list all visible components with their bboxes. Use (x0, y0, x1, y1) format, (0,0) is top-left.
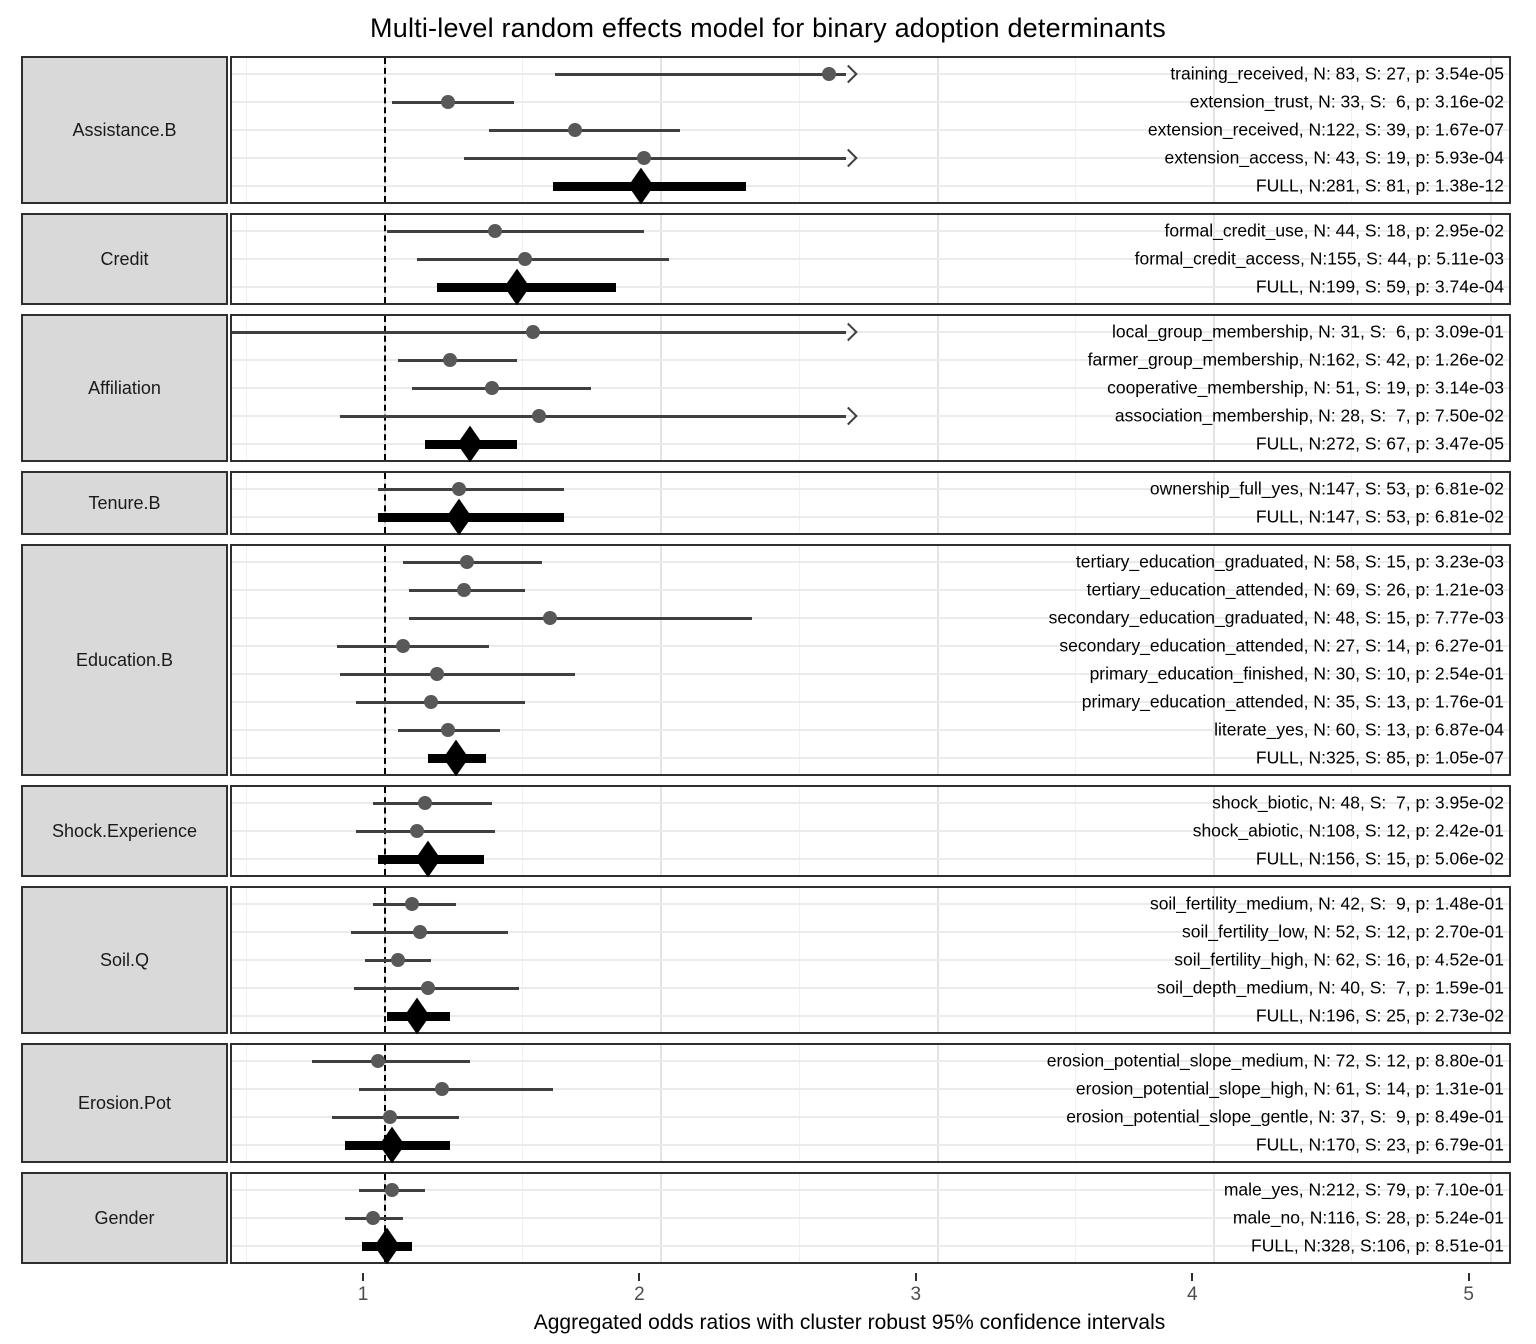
row-label: formal_credit_access, N:155, S: 44, p: 5.11e-03 (1134, 248, 1504, 269)
ci-line (464, 157, 845, 160)
facet (21, 1172, 1511, 1264)
estimate-point (822, 67, 836, 81)
ci-line (337, 645, 489, 648)
estimate-point (441, 723, 455, 737)
ci-line (555, 73, 845, 76)
row-label: soil_fertility_medium, N: 42, S: 9, p: 1.48e-01 (1149, 893, 1504, 914)
ci-line (378, 488, 563, 491)
row-label: association_membership, N: 28, S: 7, p: 7.50e-02 (1114, 405, 1504, 426)
row-label: erosion_potential_slope_high, N: 61, S: 14, p: 1.31e-01 (1075, 1078, 1504, 1099)
estimate-point (383, 1110, 397, 1124)
facet (21, 314, 1511, 462)
estimate-point (568, 123, 582, 137)
forest-row (232, 374, 1509, 402)
axis-tick-label: 4 (1186, 1284, 1198, 1305)
ci-line (356, 830, 494, 833)
estimate-point (532, 409, 546, 423)
ci-line (412, 387, 592, 390)
forest-row (232, 845, 1509, 873)
reference-line-or-1 (384, 546, 386, 774)
row-label: primary_education_attended, N: 35, S: 13, p: 1.76e-01 (1081, 691, 1504, 712)
forest-row (232, 604, 1509, 632)
estimate-point (371, 1054, 385, 1068)
major-gridline (937, 473, 939, 533)
pooled-estimate-diamond (457, 426, 483, 463)
row-label: training_received, N: 83, S: 27, p: 3.54e-05 (1170, 63, 1504, 84)
facet-panel (230, 1172, 1511, 1264)
ci-line (340, 673, 575, 676)
facet-strip (21, 1172, 228, 1264)
facet (21, 785, 1511, 877)
forest-row (232, 744, 1509, 772)
ci-line (312, 1060, 470, 1063)
minor-gridline (799, 473, 800, 533)
estimate-point (424, 695, 438, 709)
row-label: FULL, N:147, S: 53, p: 6.81e-02 (1255, 506, 1504, 527)
row-label: formal_credit_use, N: 44, S: 18, p: 2.95e-02 (1164, 220, 1504, 241)
row-label: farmer_group_membership, N:162, S: 42, p: 1.26e-02 (1087, 349, 1504, 370)
forest-row (232, 817, 1509, 845)
forest-row (232, 503, 1509, 531)
forest-row (232, 1204, 1509, 1232)
plot-title: Multi-level random effects model for binary adoption determinants (370, 13, 1166, 43)
forest-row (232, 576, 1509, 604)
forest-row (232, 1075, 1509, 1103)
row-label: erosion_potential_slope_medium, N: 72, S: 12, p: 8.80e-01 (1046, 1050, 1504, 1071)
row-label: FULL, N:170, S: 23, p: 6.79e-01 (1255, 1134, 1504, 1155)
estimate-point (443, 353, 457, 367)
row-label: FULL, N:325, S: 85, p: 1.05e-07 (1255, 747, 1504, 768)
row-label: soil_fertility_high, N: 62, S: 16, p: 4.52e-01 (1174, 949, 1504, 970)
ci-line (417, 258, 669, 261)
ci-line (354, 987, 520, 990)
forest-row (232, 974, 1509, 1002)
facet (21, 1043, 1511, 1163)
estimate-point (543, 611, 557, 625)
facet-panel (230, 886, 1511, 1034)
forest-row (232, 660, 1509, 688)
row-label: FULL, N:156, S: 15, p: 5.06e-02 (1255, 848, 1504, 869)
forest-row (232, 245, 1509, 273)
facet-strip-label: Assistance.B (72, 119, 177, 140)
row-label: ownership_full_yes, N:147, S: 53, p: 6.81e-02 (1149, 478, 1504, 499)
row-label: erosion_potential_slope_gentle, N: 37, S: 9, p: 8.49e-01 (1066, 1106, 1504, 1127)
ci-line (340, 415, 846, 418)
pooled-estimate-diamond (446, 499, 472, 536)
facet (21, 213, 1511, 305)
facet-panel (230, 56, 1511, 204)
ci-clipped-arrow-icon (839, 407, 857, 425)
estimate-point (430, 667, 444, 681)
row-label: shock_biotic, N: 48, S: 7, p: 3.95e-02 (1212, 792, 1504, 813)
ci-clipped-arrow-icon (839, 149, 857, 167)
estimate-point (405, 897, 419, 911)
facet-panel (230, 544, 1511, 776)
forest-row (232, 402, 1509, 430)
estimate-point (485, 381, 499, 395)
axis-tick (638, 1273, 640, 1281)
axis-tick-label: 1 (357, 1284, 369, 1305)
facet-strip-label: Soil.Q (99, 949, 150, 970)
row-label: shock_abiotic, N:108, S: 12, p: 2.42e-01 (1192, 820, 1504, 841)
forest-row (232, 430, 1509, 458)
forest-row (232, 1176, 1509, 1204)
estimate-point (413, 925, 427, 939)
row-label: extension_received, N:122, S: 39, p: 1.67e-07 (1147, 119, 1504, 140)
forest-row (232, 688, 1509, 716)
facet (21, 886, 1511, 1034)
forest-row (232, 318, 1509, 346)
forest-row (232, 60, 1509, 88)
facet-strip-label: Gender (94, 1207, 155, 1228)
row-label: FULL, N:328, S:106, p: 8.51e-01 (1251, 1235, 1504, 1256)
ci-line (387, 230, 644, 233)
row-label: tertiary_education_attended, N: 69, S: 26, p: 1.21e-03 (1086, 579, 1504, 600)
row-label: male_no, N:116, S: 28, p: 5.24e-01 (1232, 1207, 1504, 1228)
forest-row (232, 918, 1509, 946)
row-label: literate_yes, N: 60, S: 13, p: 6.87e-04 (1214, 719, 1504, 740)
facet-strip (21, 314, 228, 462)
x-axis-title: Aggregated odds ratios with cluster robust 95% confidence intervals (533, 1311, 1166, 1334)
row-label: soil_depth_medium, N: 40, S: 7, p: 1.59e-01 (1156, 977, 1504, 998)
pooled-estimate-diamond (415, 841, 441, 878)
facets (21, 56, 1511, 1264)
forest-row (232, 475, 1509, 503)
minor-gridline (799, 546, 800, 774)
facet-strip-label: Shock.Experience (51, 820, 198, 841)
ci-line (356, 701, 525, 704)
estimate-point (452, 482, 466, 496)
row-label: extension_access, N: 43, S: 19, p: 5.93e-04 (1164, 147, 1504, 168)
forest-row (232, 789, 1509, 817)
major-gridline (660, 546, 662, 774)
reference-line-or-1 (384, 58, 386, 202)
forest-row (232, 273, 1509, 301)
forest-row (232, 1002, 1509, 1030)
reference-line-or-1 (384, 473, 386, 533)
forest-row (232, 716, 1509, 744)
row-label: FULL, N:272, S: 67, p: 3.47e-05 (1255, 433, 1504, 454)
forest-row (232, 890, 1509, 918)
row-label: extension_trust, N: 33, S: 6, p: 3.16e-02 (1189, 91, 1504, 112)
estimate-point (457, 583, 471, 597)
forest-row (232, 1131, 1509, 1159)
estimate-point (637, 151, 651, 165)
axis-tick (1468, 1273, 1470, 1281)
minor-gridline (246, 473, 247, 533)
estimate-point (391, 953, 405, 967)
forest-row (232, 632, 1509, 660)
ci-line (409, 617, 752, 620)
minor-gridline (522, 546, 523, 774)
facet-strip-label: Tenure.B (88, 492, 161, 513)
facet-strip (21, 1043, 228, 1163)
axis-tick-label: 5 (1463, 1284, 1474, 1305)
forest-row (232, 548, 1509, 576)
estimate-point (441, 95, 455, 109)
facet-strip (21, 544, 228, 776)
row-label: secondary_education_attended, N: 27, S: 14, p: 6.27e-01 (1059, 635, 1504, 656)
row-label: local_group_membership, N: 31, S: 6, p: 3.09e-01 (1111, 321, 1504, 342)
estimate-point (421, 981, 435, 995)
estimate-point (526, 325, 540, 339)
facet (21, 471, 1511, 535)
forest-row (232, 88, 1509, 116)
forest-row (232, 116, 1509, 144)
estimate-point (385, 1183, 399, 1197)
ci-line (489, 129, 680, 132)
estimate-point (396, 639, 410, 653)
facet-strip (21, 785, 228, 877)
pooled-estimate-diamond (374, 1228, 400, 1265)
forest-row (232, 946, 1509, 974)
forest-row (232, 1103, 1509, 1131)
facet-strip-label: Credit (100, 248, 149, 269)
estimate-point (410, 824, 424, 838)
reference-line-or-1 (384, 215, 386, 303)
minor-gridline (246, 546, 247, 774)
facet-panel (230, 314, 1511, 462)
reference-line-or-1 (384, 316, 386, 460)
facet-panel (230, 213, 1511, 305)
axis-tick-label: 3 (910, 1284, 922, 1305)
minor-gridline (1075, 546, 1076, 774)
axis-tick-label: 2 (634, 1284, 645, 1305)
estimate-point (435, 1082, 449, 1096)
facet-strip (21, 886, 228, 1034)
ci-clipped-arrow-icon (839, 65, 857, 83)
major-gridline (660, 473, 662, 533)
axis-tick (915, 1273, 917, 1281)
row-label: FULL, N:196, S: 25, p: 2.73e-02 (1255, 1005, 1504, 1026)
row-label: cooperative_membership, N: 51, S: 19, p: 3.14e-03 (1107, 377, 1504, 398)
minor-gridline (1075, 473, 1076, 533)
estimate-point (488, 224, 502, 238)
forest-row (232, 217, 1509, 245)
forest-row (232, 346, 1509, 374)
forest-row (232, 144, 1509, 172)
pooled-estimate-diamond (443, 740, 469, 777)
pooled-estimate-diamond (628, 168, 654, 205)
forest-row (232, 1232, 1509, 1260)
facet-panel (230, 471, 1511, 535)
facet-panel (230, 785, 1511, 877)
ci-clipped-arrow-icon (839, 323, 857, 341)
pooled-estimate-diamond (404, 998, 430, 1035)
ci-line (359, 1088, 552, 1091)
forest-row (232, 172, 1509, 200)
facet-strip-label: Affiliation (88, 377, 161, 398)
ci-line (351, 931, 509, 934)
facet-strip (21, 213, 228, 305)
estimate-point (366, 1211, 380, 1225)
estimate-point (518, 252, 532, 266)
facet-panel (230, 1043, 1511, 1163)
row-label: secondary_education_graduated, N: 48, S: 15, p: 7.77e-03 (1048, 607, 1504, 628)
row-label: primary_education_finished, N: 30, S: 10, p: 2.54e-01 (1089, 663, 1504, 684)
facet (21, 544, 1511, 776)
pooled-estimate-diamond (504, 269, 530, 306)
facet (21, 56, 1511, 204)
minor-gridline (522, 473, 523, 533)
row-label: male_yes, N:212, S: 79, p: 7.10e-01 (1223, 1179, 1504, 1200)
major-gridline (937, 546, 939, 774)
facet-strip-label: Education.B (75, 649, 174, 670)
axis-tick (362, 1273, 364, 1281)
x-axis (211, 1273, 1488, 1339)
facet-strip (21, 471, 228, 535)
estimate-point (418, 796, 432, 810)
facet-strip (21, 56, 228, 204)
axis-tick (1191, 1273, 1193, 1281)
row-label: tertiary_education_graduated, N: 58, S: 15, p: 3.23e-03 (1075, 551, 1504, 572)
estimate-point (460, 555, 474, 569)
row-label: FULL, N:281, S: 81, p: 1.38e-12 (1255, 175, 1504, 196)
facet-strip-label: Erosion.Pot (77, 1092, 172, 1113)
forest-row (232, 1047, 1509, 1075)
row-label: FULL, N:199, S: 59, p: 3.74e-04 (1255, 276, 1504, 297)
row-label: soil_fertility_low, N: 52, S: 12, p: 2.70e-01 (1182, 921, 1504, 942)
